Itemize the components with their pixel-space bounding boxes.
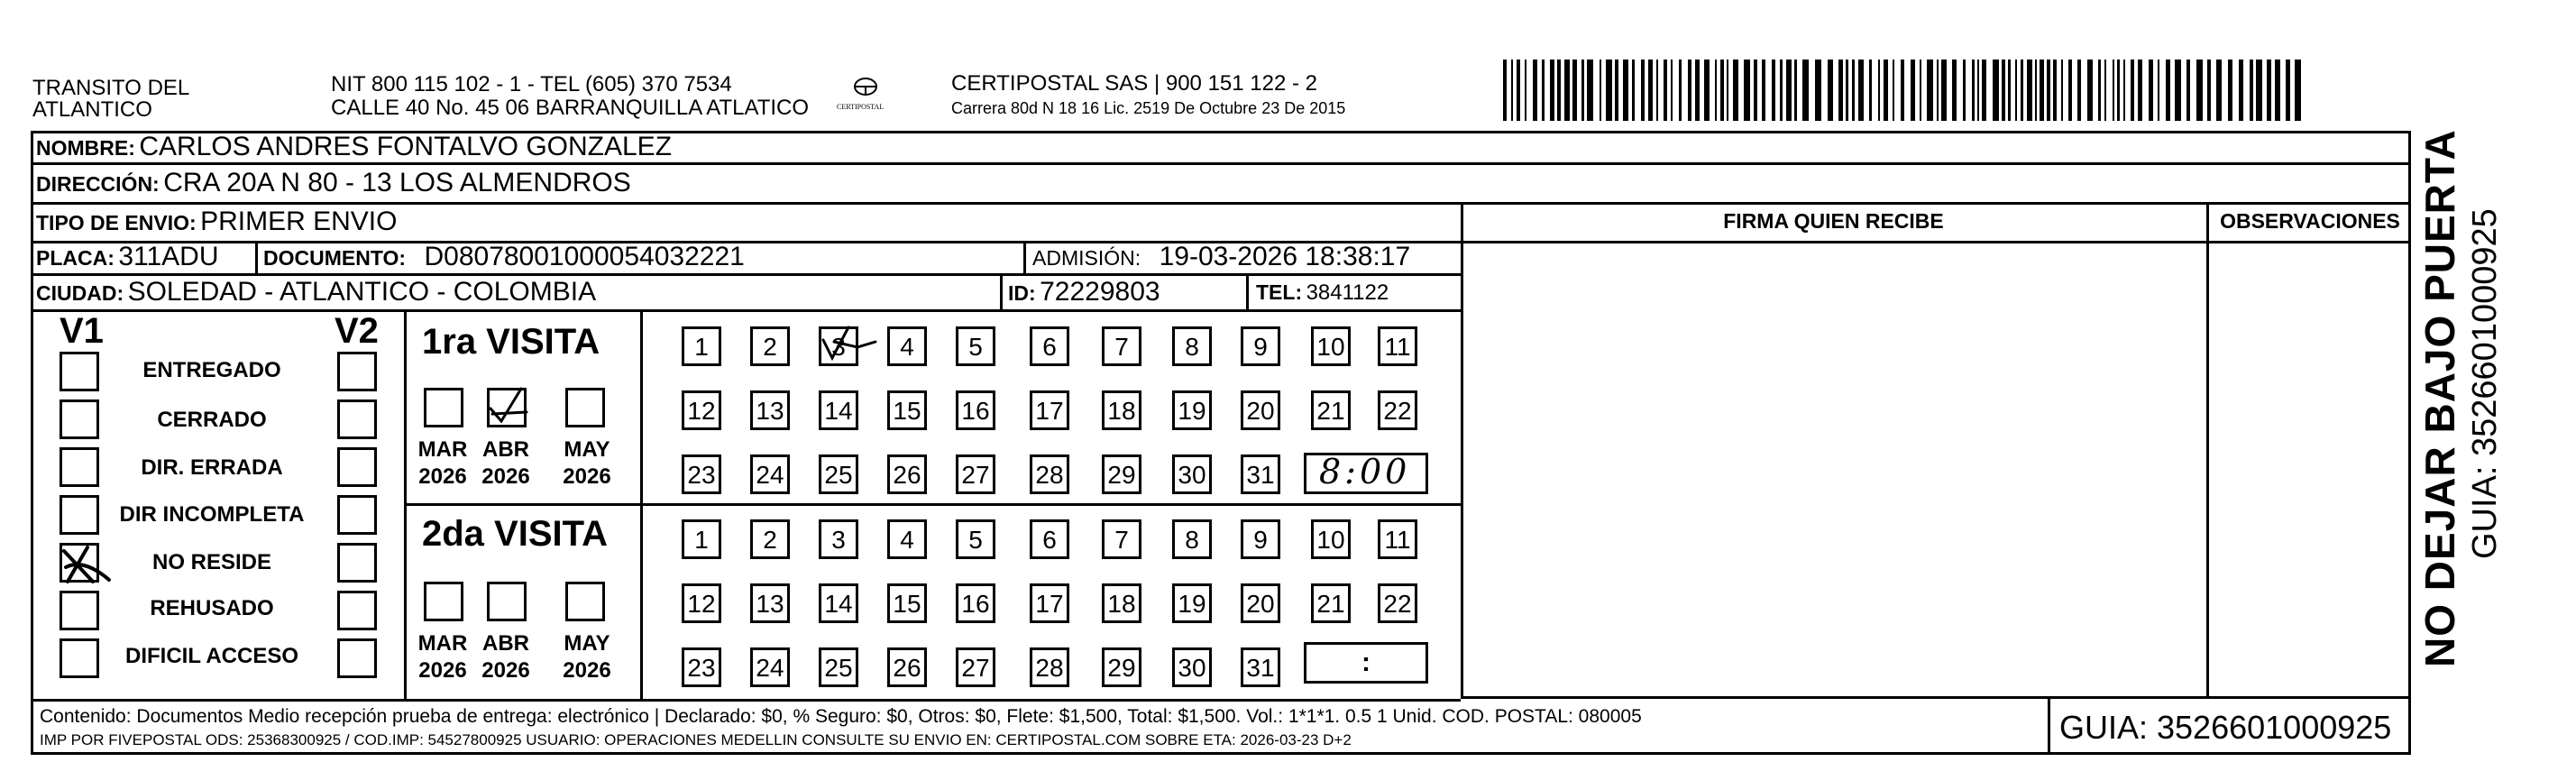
barcode-bar: [2166, 60, 2170, 121]
barcode-bar: [1572, 60, 1577, 121]
visit1-day-2[interactable]: 2: [750, 326, 790, 366]
visit1-month-mar-checkbox[interactable]: [424, 388, 463, 427]
visit2-day-1[interactable]: 1: [682, 519, 721, 559]
visit1-day-6[interactable]: 6: [1030, 326, 1069, 366]
barcode-bar: [2040, 60, 2044, 121]
barcode-bar: [1727, 60, 1728, 121]
visit2-day-27[interactable]: 27: [956, 647, 995, 687]
barcode-bar: [2053, 60, 2057, 121]
visit2-day-23[interactable]: 23: [682, 647, 721, 687]
visit2-day-28[interactable]: 28: [1030, 647, 1069, 687]
barcode-bar: [2250, 60, 2253, 121]
visit2-day-15[interactable]: 15: [887, 583, 927, 623]
id-value: 72229803: [1040, 277, 1160, 307]
barcode-bar: [2256, 60, 2262, 121]
barcode-bar: [2008, 60, 2011, 121]
barcode-bar: [2158, 60, 2159, 121]
visit1-time-handwritten: 8:00: [1319, 452, 1411, 491]
org-name-line2: ATLANTICO: [32, 97, 152, 122]
barcode-bar: [2228, 60, 2232, 121]
barcode-bar: [1972, 60, 1975, 121]
v1-checkbox-rehusado[interactable]: [60, 591, 99, 630]
footer-guia: GUIA: 3526601000925: [2059, 709, 2392, 746]
admision-value: 19-03-2026 18:38:17: [1159, 242, 1411, 271]
visit1-day-27[interactable]: 27: [956, 454, 995, 494]
status-label-dir-errada: DIR. ERRADA: [141, 455, 283, 480]
visit2-year-may: 2026: [563, 658, 611, 683]
barcode-bar: [2275, 60, 2280, 121]
barcode-bar: [2175, 60, 2181, 121]
barcode-bar: [1794, 60, 1797, 121]
documento-value: D08078001000054032221: [424, 242, 745, 271]
visit1-title: 1ra VISITA: [422, 322, 600, 362]
visit2-day-2[interactable]: 2: [750, 519, 790, 559]
visit2-month-abr: ABR: [482, 631, 529, 656]
barcode-bar: [1852, 60, 1855, 121]
barcode-bar: [1664, 60, 1667, 121]
barcode-bar: [2015, 60, 2017, 121]
v1-checkbox-cerrado[interactable]: [60, 399, 99, 439]
v2-checkbox-dir-incompleta[interactable]: [337, 495, 377, 535]
barcode-bar: [2239, 60, 2243, 121]
v1-checkbox-entregado[interactable]: [60, 352, 99, 391]
barcode-bar: [1641, 60, 1645, 121]
nombre-label: NOMBRE:: [36, 136, 135, 160]
visit1-month-abr: ABR: [482, 437, 529, 462]
barcode-bar: [1525, 60, 1526, 121]
barcode: [1503, 60, 2296, 121]
barcode-bar: [2077, 60, 2081, 121]
visit1-day-3[interactable]: 3: [819, 326, 858, 366]
v2-checkbox-cerrado[interactable]: [337, 399, 377, 439]
handwritten-check-mark: [818, 322, 881, 367]
visit1-day-21[interactable]: 21: [1311, 390, 1351, 430]
barcode-bar: [2021, 60, 2023, 121]
barcode-bar: [1911, 60, 1915, 121]
visit1-day-28[interactable]: 28: [1030, 454, 1069, 494]
v2-checkbox-no-reside[interactable]: [337, 543, 377, 583]
barcode-bar: [2138, 60, 2142, 121]
barcode-bar: [1744, 60, 1750, 121]
visit2-year-abr: 2026: [481, 658, 530, 683]
visit1-day-12[interactable]: 12: [682, 390, 721, 430]
v1-checkbox-dir-incompleta[interactable]: [60, 495, 99, 535]
barcode-bar: [1623, 60, 1628, 121]
barcode-bar: [1656, 60, 1658, 121]
status-label-rehusado: REHUSADO: [150, 596, 274, 620]
barcode-bar: [1517, 60, 1520, 121]
visit2-day-16[interactable]: 16: [956, 583, 995, 623]
barcode-bar: [1937, 60, 1939, 121]
barcode-bar: [1720, 60, 1724, 121]
visit2-day-3[interactable]: 3: [819, 519, 858, 559]
visit1-day-15[interactable]: 15: [887, 390, 927, 430]
visit2-month-mar: MAR: [417, 631, 468, 656]
ciudad-value: SOLEDAD - ATLANTICO - COLOMBIA: [127, 277, 597, 307]
barcode-bar: [2087, 60, 2093, 121]
barcode-bar: [1802, 60, 1809, 121]
barcode-bar: [1828, 60, 1833, 121]
visit1-day-11[interactable]: 11: [1378, 326, 1417, 366]
direccion-label: DIRECCIÓN:: [36, 172, 160, 196]
barcode-bar: [2047, 60, 2050, 121]
barcode-bar: [1600, 60, 1601, 121]
visit2-year-mar: 2026: [418, 658, 467, 683]
courier-line: CERTIPOSTAL SAS | 900 151 122 - 2: [951, 71, 1317, 96]
status-label-no-reside: NO RESIDE: [151, 550, 272, 574]
visit1-day-10[interactable]: 10: [1311, 326, 1351, 366]
barcode-bar: [1715, 60, 1717, 121]
v2-header: V2: [335, 311, 379, 351]
visit1-year-mar: 2026: [418, 464, 467, 489]
visit1-day-31[interactable]: 31: [1241, 454, 1280, 494]
visit1-month-may-checkbox[interactable]: [565, 388, 605, 427]
barcode-bar: [1893, 60, 1894, 121]
logo-wordmark: CERTIPOSTAL: [837, 103, 885, 111]
visit1-day-23[interactable]: 23: [682, 454, 721, 494]
barcode-bar: [1858, 60, 1864, 121]
visit1-day-26[interactable]: 26: [887, 454, 927, 494]
barcode-bar: [1838, 60, 1843, 121]
visit2-month-may: MAY: [564, 631, 610, 656]
barcode-bar: [1927, 60, 1933, 121]
direccion-value: CRA 20A N 80 - 13 LOS ALMENDROS: [163, 168, 631, 197]
visit2-day-24[interactable]: 24: [750, 647, 790, 687]
visit2-day-14[interactable]: 14: [819, 583, 858, 623]
certipostal-logo: [835, 70, 893, 121]
barcode-bar: [1648, 60, 1653, 121]
visit2-day-5[interactable]: 5: [956, 519, 995, 559]
nombre-value: CARLOS ANDRES FONTALVO GONZALEZ: [139, 132, 673, 161]
barcode-bar: [1869, 60, 1872, 121]
barcode-bar: [2123, 60, 2125, 121]
barcode-bar: [1772, 60, 1775, 121]
visit2-month-abr-checkbox[interactable]: [487, 582, 527, 621]
visit2-time-box[interactable]: [1304, 642, 1428, 684]
barcode-bar: [1671, 60, 1673, 121]
firma-header: FIRMA QUIEN RECIBE: [1723, 209, 1944, 233]
barcode-bar: [2068, 60, 2072, 121]
barcode-bar: [2286, 60, 2290, 121]
visit1-day-25[interactable]: 25: [819, 454, 858, 494]
visit1-day-18[interactable]: 18: [1102, 390, 1141, 430]
barcode-bar: [1557, 60, 1561, 121]
barcode-bar: [1581, 60, 1584, 121]
barcode-bar: [1587, 60, 1593, 121]
visit2-day-13[interactable]: 13: [750, 583, 790, 623]
tipo-envio-label: TIPO DE ENVIO:: [36, 211, 197, 234]
visit2-day-22[interactable]: 22: [1378, 583, 1417, 623]
barcode-bar: [1780, 60, 1783, 121]
barcode-bar: [2131, 60, 2134, 121]
visit1-day-5[interactable]: 5: [956, 326, 995, 366]
barcode-bar: [1762, 60, 1765, 121]
barcode-bar: [2295, 60, 2301, 121]
barcode-bar: [1550, 60, 1554, 121]
visit1-month-mar: MAR: [417, 437, 468, 462]
visit2-day-29[interactable]: 29: [1102, 647, 1141, 687]
status-label-cerrado: CERRADO: [157, 408, 267, 432]
status-label-entregado: ENTREGADO: [142, 358, 281, 382]
visit1-day-19[interactable]: 19: [1172, 390, 1212, 430]
barcode-bar: [1901, 60, 1904, 121]
barcode-bar: [1704, 60, 1710, 121]
admision-label: ADMISIÓN:: [1032, 246, 1141, 270]
visit2-day-8[interactable]: 8: [1172, 519, 1212, 559]
placa-label: PLACA:: [36, 246, 115, 270]
visit2-day-4[interactable]: 4: [887, 519, 927, 559]
observaciones-header: OBSERVACIONES: [2220, 209, 2400, 233]
barcode-bar: [1542, 60, 1545, 121]
barcode-bar: [1533, 60, 1537, 121]
barcode-bar: [2098, 60, 2101, 121]
v1-header: V1: [60, 311, 104, 351]
barcode-bar: [1963, 60, 1966, 121]
visit1-month-abr-checkbox[interactable]: [487, 388, 527, 427]
barcode-bar: [1920, 60, 1921, 121]
status-label-dificil-acceso: DIFICIL ACCESO: [124, 644, 298, 668]
tel-label: TEL:: [1256, 280, 1303, 304]
visit2-day-17[interactable]: 17: [1030, 583, 1069, 623]
visit1-month-may: MAY: [564, 437, 610, 462]
visit2-title: 2da VISITA: [422, 514, 608, 554]
visit2-day-25[interactable]: 25: [819, 647, 858, 687]
visit2-day-10[interactable]: 10: [1311, 519, 1351, 559]
barcode-bar: [2035, 60, 2037, 121]
status-label-dir-incompleta: DIR INCOMPLETA: [119, 502, 305, 527]
visit1-year-abr: 2026: [481, 464, 530, 489]
no-dejar-bajo-puerta: NO DEJAR BAJO PUERTA: [2416, 129, 2463, 667]
visit1-day-7[interactable]: 7: [1102, 326, 1141, 366]
visit1-day-16[interactable]: 16: [956, 390, 995, 430]
barcode-bar: [1941, 60, 1947, 121]
visit1-day-20[interactable]: 20: [1241, 390, 1280, 430]
visit1-day-30[interactable]: 30: [1172, 454, 1212, 494]
tipo-envio-value: PRIMER ENVIO: [200, 207, 398, 236]
visit1-day-14[interactable]: 14: [819, 390, 858, 430]
barcode-bar: [1878, 60, 1880, 121]
v1-checkbox-dir-errada[interactable]: [60, 447, 99, 487]
v1-checkbox-no-reside[interactable]: [60, 543, 99, 583]
visit1-day-4[interactable]: 4: [887, 326, 927, 366]
barcode-bar: [1815, 60, 1821, 121]
id-label: ID:: [1008, 281, 1036, 305]
barcode-bar: [1846, 60, 1848, 121]
barcode-bar: [2113, 60, 2114, 121]
footer-imp: IMP POR FIVEPOSTAL ODS: 25368300925 / COD.IMP: 54527800925 USUARIO: OPERACIONES MEDELLIN CONSULTE SU ENVIO EN: CERTIPOSTAL.COM SOBRE ETA: 2026-03-23 D+2: [40, 731, 1352, 748]
barcode-bar: [1754, 60, 1757, 121]
barcode-bar: [1606, 60, 1612, 121]
barcode-bar: [1503, 60, 1507, 121]
visit2-month-may-checkbox[interactable]: [565, 582, 605, 621]
visit1-day-1[interactable]: 1: [682, 326, 721, 366]
org-name-line1: TRANSITO DEL: [32, 76, 190, 100]
barcode-bar: [2117, 60, 2120, 121]
barcode-bar: [1695, 60, 1700, 121]
barcode-bar: [1982, 60, 1986, 121]
visit1-day-9[interactable]: 9: [1241, 326, 1280, 366]
visit2-day-26[interactable]: 26: [887, 647, 927, 687]
barcode-bar: [2027, 60, 2032, 121]
visit2-day-11[interactable]: 11: [1378, 519, 1417, 559]
visit2-day-21[interactable]: 21: [1311, 583, 1351, 623]
barcode-bar: [1993, 60, 1999, 121]
barcode-bar: [2061, 60, 2063, 121]
handwritten-check-mark: [487, 385, 532, 430]
barcode-bar: [1786, 60, 1792, 121]
barcode-bar: [1884, 60, 1888, 121]
visit1-day-8[interactable]: 8: [1172, 326, 1212, 366]
nit-line: NIT 800 115 102 - 1 - TEL (605) 370 7534: [331, 72, 732, 96]
barcode-bar: [1632, 60, 1635, 121]
documento-label: DOCUMENTO:: [263, 246, 407, 270]
v2-checkbox-rehusado[interactable]: [337, 591, 377, 630]
barcode-bar: [2186, 60, 2190, 121]
visit2-day-9[interactable]: 9: [1241, 519, 1280, 559]
ciudad-label: CIUDAD:: [36, 281, 124, 305]
visit2-day-18[interactable]: 18: [1102, 583, 1141, 623]
side-guia: GUIA: 3526601000925: [2466, 208, 2504, 559]
visit2-day-12[interactable]: 12: [682, 583, 721, 623]
barcode-bar: [1679, 60, 1682, 121]
visit2-day-31[interactable]: 31: [1241, 647, 1280, 687]
barcode-bar: [2267, 60, 2271, 121]
barcode-bar: [1977, 60, 1979, 121]
visit1-time-box[interactable]: [1304, 453, 1428, 494]
barcode-bar: [1511, 60, 1513, 121]
barcode-bar: [1564, 60, 1570, 121]
visit2-day-30[interactable]: 30: [1172, 647, 1212, 687]
visit1-day-24[interactable]: 24: [750, 454, 790, 494]
visit1-day-17[interactable]: 17: [1030, 390, 1069, 430]
visit2-day-20[interactable]: 20: [1241, 583, 1280, 623]
handwritten-x-mark: [57, 540, 120, 594]
barcode-bar: [2207, 60, 2211, 121]
barcode-bar: [2104, 60, 2106, 121]
footer-contenido: Contenido: Documentos Medio recepción prueba de entrega: electrónico | Declarado: $0, % Seguro: $0, Otros: $0, Flete: $1,500, Total: $1,500. Vol.: 1*1*1. 0.5 1 Unid. COD. POSTAL: 080005: [40, 706, 1642, 727]
visit1-day-22[interactable]: 22: [1378, 390, 1417, 430]
visit1-year-may: 2026: [563, 464, 611, 489]
visit2-time-placeholder: :: [1361, 647, 1371, 677]
v1-checkbox-dificil-acceso[interactable]: [60, 638, 99, 678]
tel-value: 3841122: [1306, 280, 1389, 305]
barcode-bar: [1688, 60, 1691, 121]
barcode-bar: [1952, 60, 1957, 121]
barcode-bar: [1733, 60, 1738, 121]
visit2-day-7[interactable]: 7: [1102, 519, 1141, 559]
visit2-month-mar-checkbox[interactable]: [424, 582, 463, 621]
visit2-day-6[interactable]: 6: [1030, 519, 1069, 559]
barcode-bar: [2196, 60, 2203, 121]
visit1-day-13[interactable]: 13: [750, 390, 790, 430]
visit2-day-19[interactable]: 19: [1172, 583, 1212, 623]
barcode-bar: [2216, 60, 2222, 121]
address-line: CALLE 40 No. 45 06 BARRANQUILLA ATLATICO: [331, 96, 810, 120]
placa-value: 311ADU: [118, 242, 219, 271]
v2-checkbox-dir-errada[interactable]: [337, 447, 377, 487]
barcode-bar: [1615, 60, 1618, 121]
v2-checkbox-entregado[interactable]: [337, 352, 377, 391]
barcode-bar: [2149, 60, 2153, 121]
barcode-bar: [2002, 60, 2005, 121]
license-line: Carrera 80d N 18 16 Lic. 2519 De Octubre 23 De 2015: [951, 99, 1346, 117]
visit1-day-29[interactable]: 29: [1102, 454, 1141, 494]
v2-checkbox-dificil-acceso[interactable]: [337, 638, 377, 678]
